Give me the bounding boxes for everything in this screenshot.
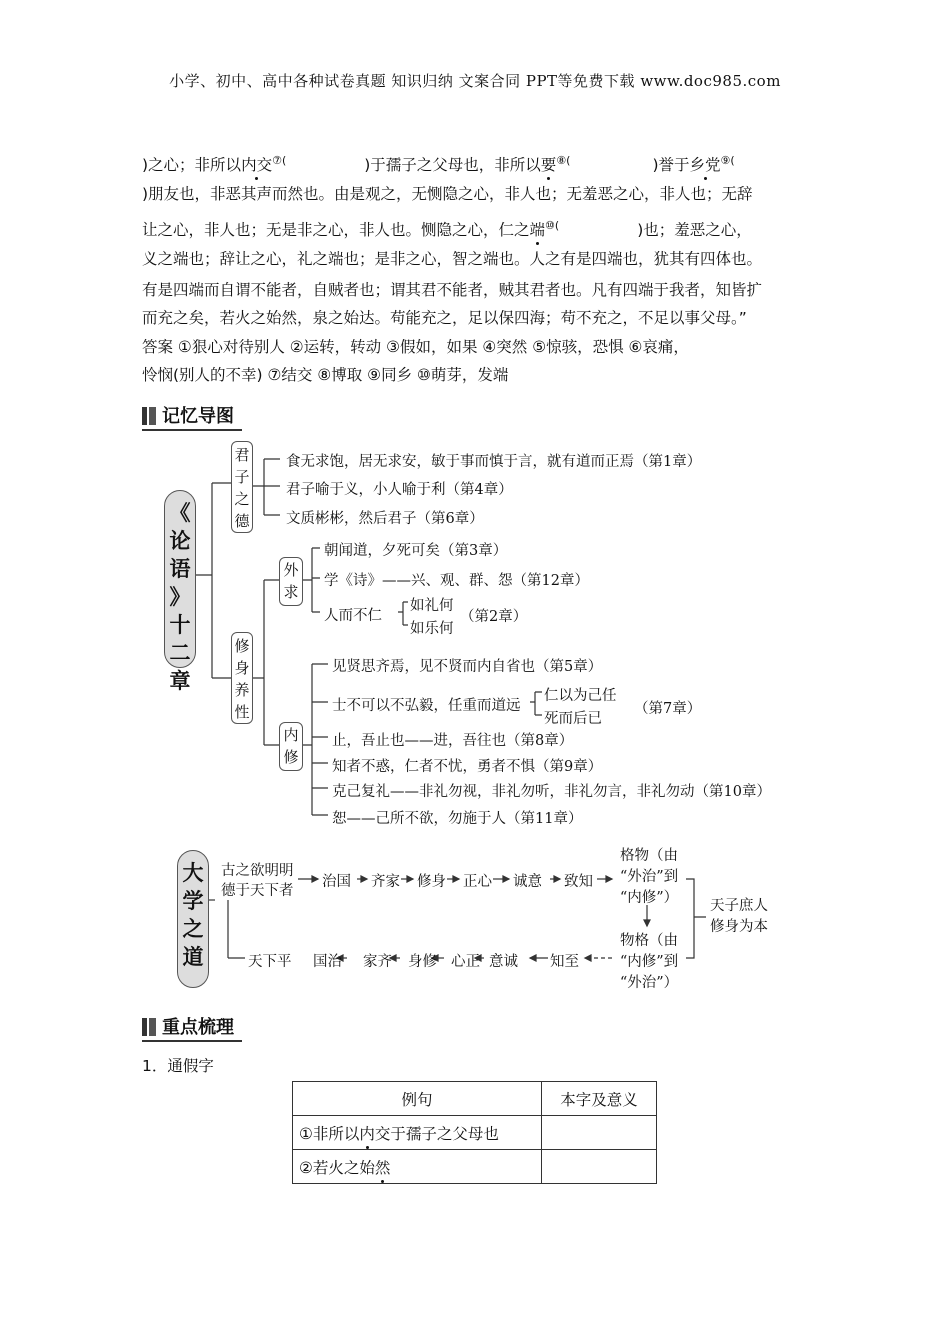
daxue-top-3: 修身 xyxy=(417,874,446,890)
mindmap-root-lunyu: 《 论 语 》 十 二 章 xyxy=(164,490,196,668)
passage-line-5: 有是四端而自谓不能者，自贼者也；谓其君不能者，贼其君者也。凡有四端于我者，知皆扩 xyxy=(142,281,763,299)
table-header: 例句 xyxy=(293,1082,542,1116)
item-tongjiazi: 1．通假字 xyxy=(142,1057,214,1075)
shi-sub-1: 仁以为己任 xyxy=(544,688,617,704)
daxue-bottom-6: 意诚 xyxy=(489,954,518,970)
passage-line-4: 义之端也；辞让之心，礼之端也；是非之心，智之端也。人之有是四端也，犹其有四体也。 xyxy=(142,250,763,268)
daxue-bottom-1: 天下平 xyxy=(248,954,292,970)
renerbu-text: 人而不仁 xyxy=(324,608,382,624)
daxue-start: 古之欲明明 德于天下者 xyxy=(221,863,294,899)
daxue-top-6: 致知 xyxy=(564,874,593,890)
mindmap-node-junzi: 君 子 之 德 xyxy=(231,441,253,533)
table-cell-answer[interactable] xyxy=(542,1116,657,1150)
table-row xyxy=(293,1116,657,1150)
answer-line-2: 怜悯(别人的不幸) ⑦结交 ⑧博取 ⑨同乡 ⑩萌芽，发端 xyxy=(142,366,509,384)
daxue-bottom-2: 国治 xyxy=(313,954,342,970)
passage-line-3: 让之心，非人也；无是非之心，非人也。恻隐之心，仁之端⑩( )也；羞恶之心， xyxy=(142,219,752,239)
passage-line-2: )朋友也，非恶其声而然也。由是观之，无恻隐之心，非人也；无羞恶之心，非人也；无辞 xyxy=(142,185,753,203)
mindmap-node-neixiu: 内 修 xyxy=(279,722,303,771)
neixiu-item-1: 见贤思齐焉，见不贤而内自省也（第5章） xyxy=(332,659,603,675)
daxue-top-2: 齐家 xyxy=(371,874,400,890)
shi-text: 士不可以不弘毅，任重而道远 xyxy=(332,698,521,714)
section-marker-icon xyxy=(142,1018,156,1036)
daxue-title: 大 学 之 道 xyxy=(177,850,209,988)
junzi-item-2: 君子喻于义，小人喻于利（第4章） xyxy=(286,482,513,498)
neixiu-item-11: 恕——己所不欲，勿施于人（第11章） xyxy=(332,811,583,827)
passage-line-1: )之心；非所以内交⑦( )于孺子之父母也，非所以要⑧( )誉于乡党⑨( xyxy=(142,154,735,174)
renerbu-chapter: （第2章） xyxy=(460,609,528,625)
daxue-top-5: 诚意 xyxy=(513,874,542,890)
table-cell-answer[interactable] xyxy=(542,1150,657,1184)
tongjiazi-table xyxy=(292,1081,657,1184)
page-header: 小学、初中、高中各种试卷真题 知识归纳 文案合同 PPT等免费下载 www.doc985.com xyxy=(169,72,781,90)
shi-sub-2: 死而后已 xyxy=(544,711,602,727)
daxue-bottom-4: 身修 xyxy=(408,954,437,970)
renerbu-sub-2: 如乐何 xyxy=(410,621,454,637)
junzi-item-1: 食无求饱，居无求安，敏于事而慎于言，就有道而正焉（第1章） xyxy=(286,454,702,470)
table-cell: ①非所以内交于孺子之父母也 xyxy=(293,1116,542,1150)
table-row xyxy=(293,1150,657,1184)
waiqiu-item-1: 朝闻道，夕死可矣（第3章） xyxy=(324,543,508,559)
table-cell: ②若火之始然 xyxy=(293,1150,542,1184)
daxue-bottom-5: 心正 xyxy=(451,954,480,970)
waiqiu-item-2: 学《诗》——兴、观、群、怨（第12章） xyxy=(324,573,589,589)
table-header-row xyxy=(293,1082,657,1116)
neixiu-item-9: 知者不惑，仁者不忧，勇者不惧（第9章） xyxy=(332,759,603,775)
daxue-top-1: 治国 xyxy=(322,874,351,890)
table-header: 本字及意义 xyxy=(542,1082,657,1116)
daxue-top-4: 正心 xyxy=(463,874,492,890)
daxue-gewu: 格物（由 “外治”到 “内修”） xyxy=(619,848,679,906)
section-title-memory-map: 记忆导图 xyxy=(142,402,234,428)
daxue-right: 天子庶人 修身为本 xyxy=(710,898,768,935)
neixiu-item-8: 止，吾止也——进，吾往也（第8章） xyxy=(332,733,574,749)
mindmap-node-xiushen: 修 身 养 性 xyxy=(231,632,253,724)
section-title-key-points: 重点梳理 xyxy=(142,1013,234,1039)
junzi-item-3: 文质彬彬，然后君子（第6章） xyxy=(286,511,484,527)
daxue-bottom-7: 知至 xyxy=(550,954,579,970)
daxue-wuge: 物格（由 “内修”到 “外治”） xyxy=(619,933,679,991)
passage-line-6: 而充之矣，若火之始然，泉之始达。苟能充之，足以保四海；苟不充之，不足以事父母。” xyxy=(142,309,747,327)
daxue-bottom-3: 家齐 xyxy=(363,954,392,970)
answer-line-1: 答案 ①狠心对待别人 ②运转，转动 ③假如，如果 ④突然 ⑤惊骇，恐惧 ⑥哀痛， xyxy=(142,338,689,356)
mindmap-node-waiqiu: 外 求 xyxy=(279,557,303,606)
renerbu-sub-1: 如礼何 xyxy=(410,598,454,614)
shi-chapter: （第7章） xyxy=(634,701,702,717)
neixiu-item-10: 克己复礼——非礼勿视，非礼勿听，非礼勿言，非礼勿动（第10章） xyxy=(332,784,771,800)
